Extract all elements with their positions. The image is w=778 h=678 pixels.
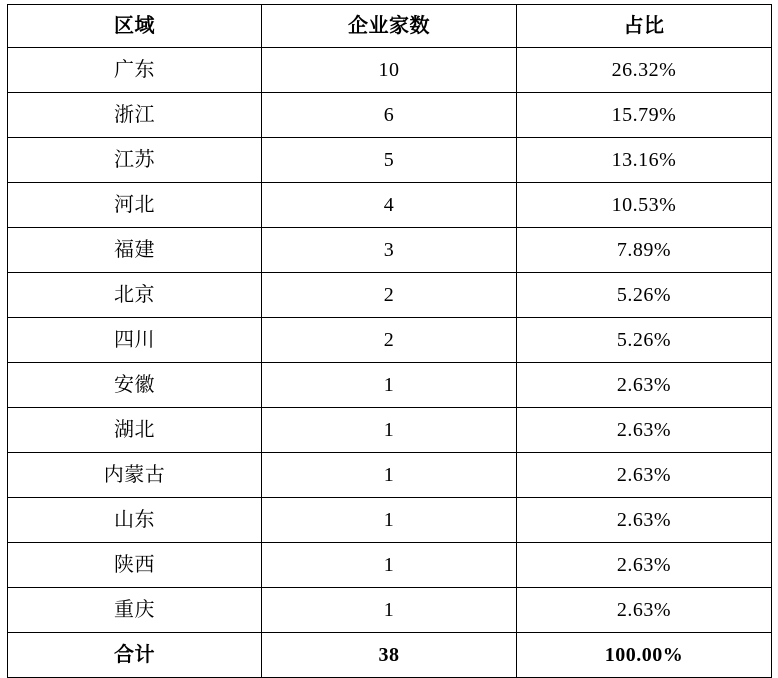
cell-share-total: 100.00% [517,633,772,678]
cell-share: 2.63% [517,363,772,408]
cell-share: 5.26% [517,273,772,318]
table-row [8,363,772,408]
cell-region: 四川 [8,318,262,363]
column-header-region: 区域 [8,5,262,48]
column-header-count: 企业家数 [262,5,517,48]
table-header [8,5,772,48]
cell-count: 10 [262,48,517,93]
table-row [8,453,772,498]
cell-count: 5 [262,138,517,183]
cell-region: 河北 [8,183,262,228]
table-row [8,48,772,93]
cell-count: 1 [262,588,517,633]
cell-region: 湖北 [8,408,262,453]
cell-share: 26.32% [517,48,772,93]
table-row [8,588,772,633]
cell-region: 内蒙古 [8,453,262,498]
table-row [8,318,772,363]
table-row [8,408,772,453]
cell-count: 2 [262,273,517,318]
cell-count: 1 [262,498,517,543]
cell-count: 2 [262,318,517,363]
cell-region: 广东 [8,48,262,93]
table-row [8,273,772,318]
cell-region: 重庆 [8,588,262,633]
cell-region: 山东 [8,498,262,543]
column-header-share: 占比 [517,5,772,48]
table-row [8,498,772,543]
cell-count: 3 [262,228,517,273]
cell-count: 1 [262,408,517,453]
table-row [8,138,772,183]
cell-count-total: 38 [262,633,517,678]
table-row [8,183,772,228]
table-row [8,93,772,138]
cell-count: 1 [262,363,517,408]
table-total-row [8,633,772,678]
cell-count: 4 [262,183,517,228]
cell-region: 江苏 [8,138,262,183]
table-body [8,48,772,678]
cell-share: 7.89% [517,228,772,273]
cell-share: 2.63% [517,453,772,498]
cell-share: 2.63% [517,588,772,633]
cell-count: 6 [262,93,517,138]
document-page [0,4,778,666]
cell-region: 浙江 [8,93,262,138]
cell-share: 2.63% [517,498,772,543]
region-enterprise-table [7,4,772,678]
cell-region: 陕西 [8,543,262,588]
cell-region-total: 合计 [8,633,262,678]
cell-count: 1 [262,453,517,498]
cell-share: 15.79% [517,93,772,138]
cell-region: 安徽 [8,363,262,408]
cell-count: 1 [262,543,517,588]
cell-region: 北京 [8,273,262,318]
table-row [8,543,772,588]
cell-share: 13.16% [517,138,772,183]
cell-share: 10.53% [517,183,772,228]
cell-region: 福建 [8,228,262,273]
cell-share: 5.26% [517,318,772,363]
table-header-row [8,5,772,48]
cell-share: 2.63% [517,543,772,588]
cell-share: 2.63% [517,408,772,453]
table-row [8,228,772,273]
